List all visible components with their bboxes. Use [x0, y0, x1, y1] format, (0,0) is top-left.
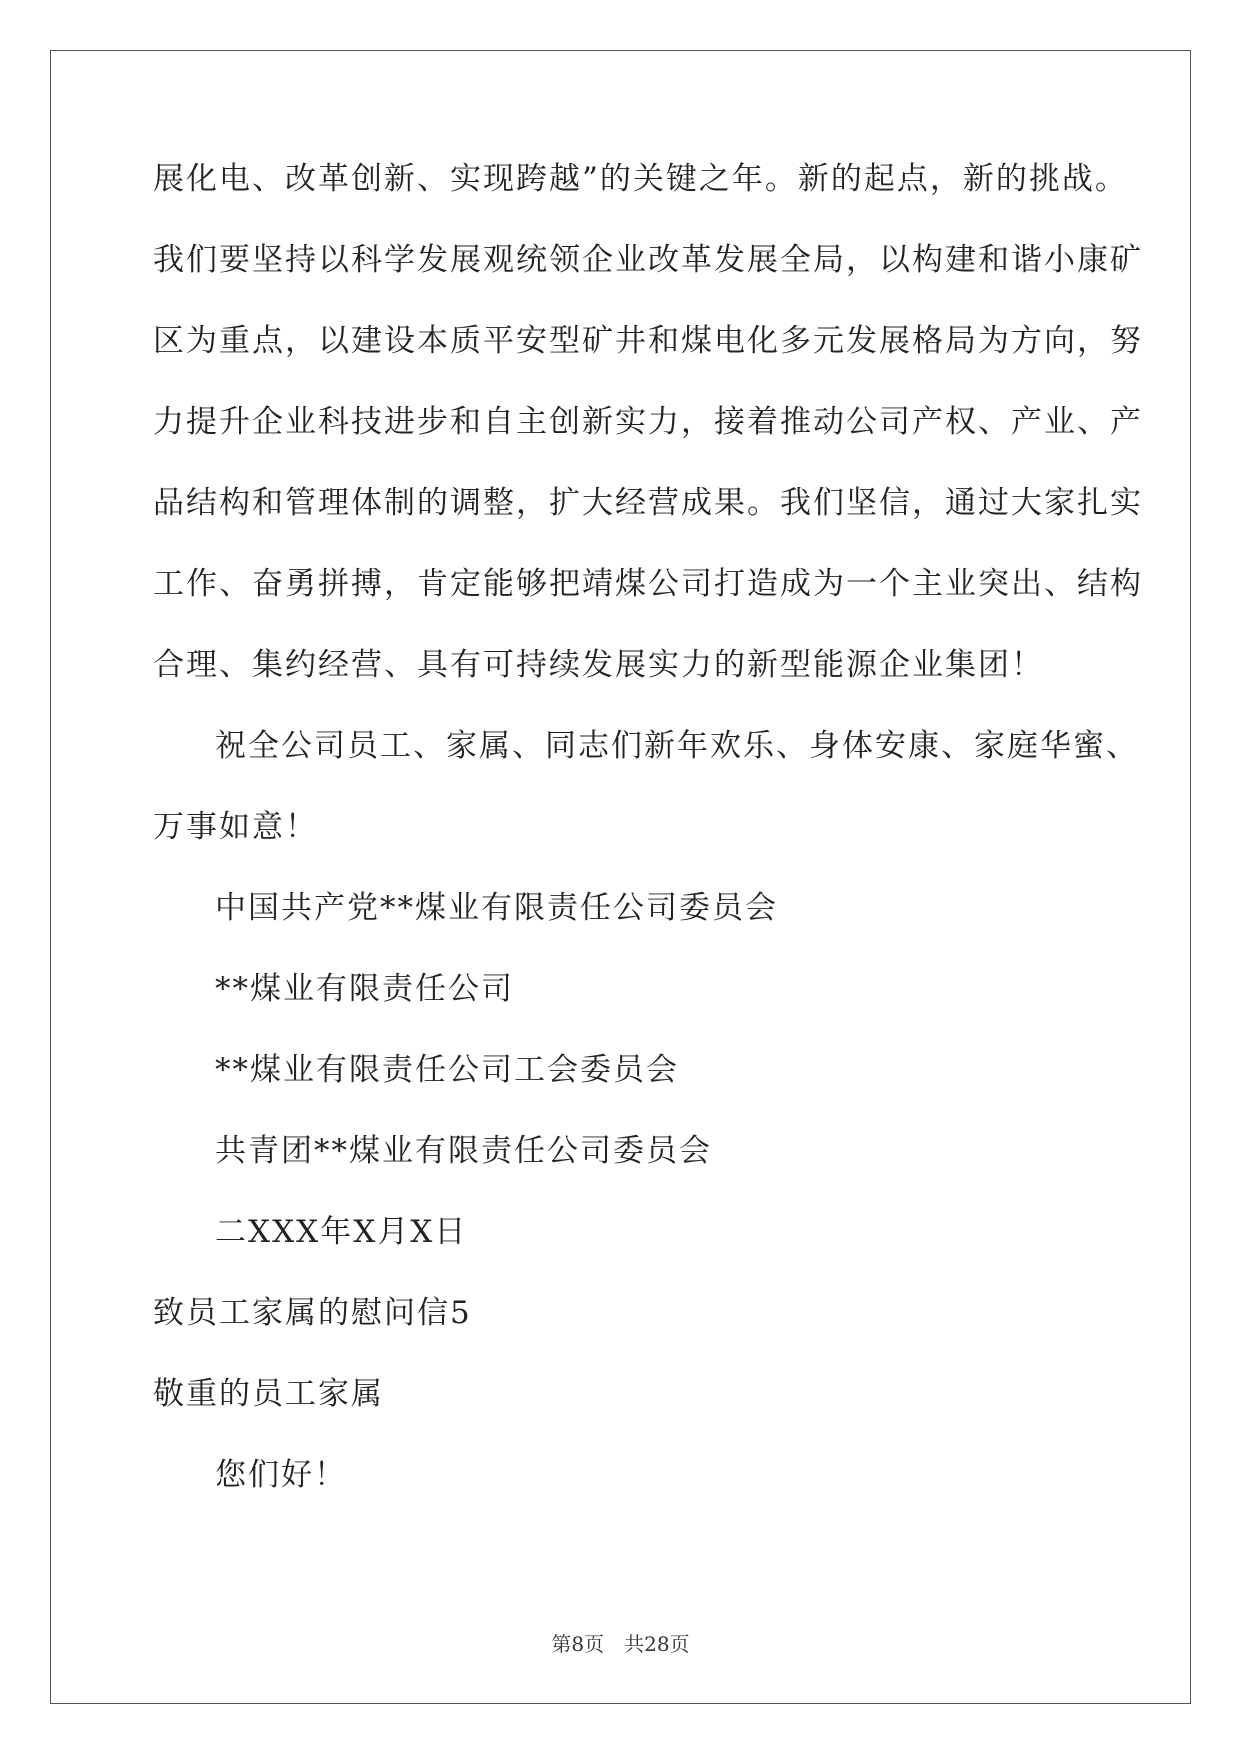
signature-line: **煤业有限责任公司 [215, 971, 514, 1007]
salutation: 敬重的员工家属 [153, 1376, 384, 1412]
section-title: 致员工家属的慰问信5 [153, 1295, 472, 1331]
document-body [153, 155, 1143, 1532]
text-line: 力提升企业科技进步和自主创新实力，接着推动公司产权、产业、产 [153, 404, 1143, 440]
signature-line: **煤业有限责任公司工会委员会 [215, 1052, 679, 1088]
greeting: 您们好！ [215, 1457, 347, 1493]
text-line: 区为重点，以建设本质平安型矿井和煤电化多元发展格局为方向，努 [153, 323, 1143, 359]
page-number: 第8页 共28页 [551, 1632, 690, 1656]
text-line: 工作、奋勇拼搏，肯定能够把靖煤公司打造成为一个主业突出、结构 [153, 566, 1143, 602]
text-line: 品结构和管理体制的调整，扩大经营成果。我们坚信，通过大家扎实 [153, 485, 1143, 521]
greeting-line: 祝全公司员工、家属、同志们新年欢乐、身体安康、家庭华蜜、 [215, 728, 1139, 764]
greeting-line: 万事如意！ [153, 809, 318, 845]
signature-line: 中国共产党**煤业有限责任公司委员会 [215, 890, 778, 926]
text-line: 合理、集约经营、具有可持续发展实力的新型能源企业集团！ [153, 647, 1044, 683]
signature-line: 共青团**煤业有限责任公司委员会 [215, 1133, 712, 1169]
text-line: 我们要坚持以科学发展观统领企业改革发展全局，以构建和谐小康矿 [153, 242, 1143, 278]
text-line: 展化电、改革创新、实现跨越”的关键之年。新的起点，新的挑战。 [153, 161, 1128, 197]
date-line: 二XXX年X月X日 [215, 1214, 468, 1250]
